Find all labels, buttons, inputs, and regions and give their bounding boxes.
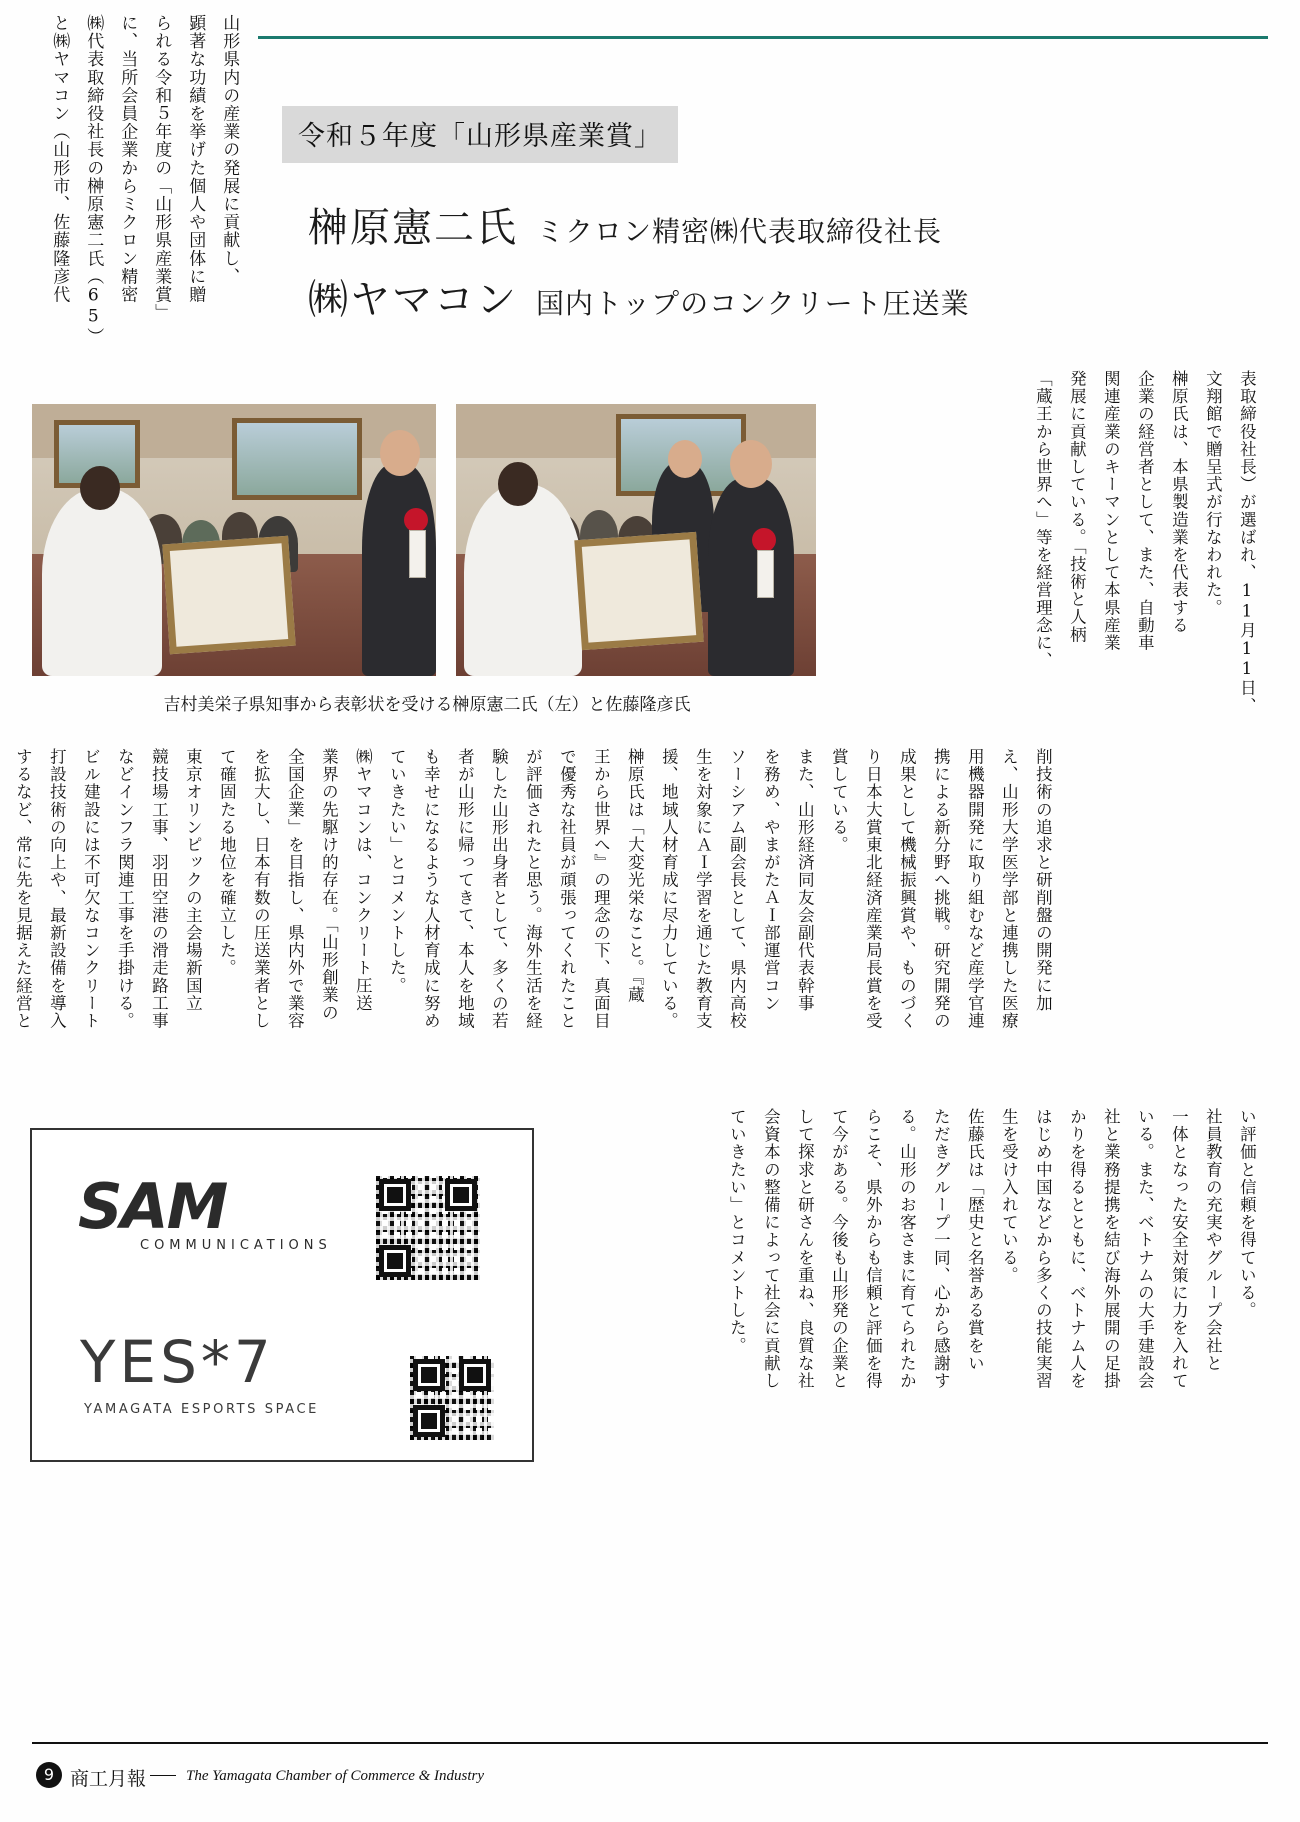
- top-accent-rule: [258, 36, 1268, 39]
- body-column-16: が評価されたと思う。海外生活を経: [523, 748, 543, 1030]
- headline-sub-1: ミクロン精密㈱代表取締役社長: [536, 215, 943, 248]
- qr-finder-icon: [459, 1359, 491, 1391]
- body-column-18: 者が山形に帰ってきて、本人を地域: [455, 748, 475, 1030]
- intro-column-4: られる令和５年度の「山形県産業賞」: [151, 14, 172, 322]
- lower-column-1: い評価と信頼を得ている。: [1237, 1108, 1257, 1320]
- qr-finder-icon: [379, 1245, 411, 1277]
- lower-column-5: 社と業務提携を結び海外展開の足掛: [1101, 1108, 1121, 1390]
- lower-column-9: 佐藤氏は「歴史と名誉ある賞をい: [965, 1108, 985, 1372]
- publication-title-jp: 商工月報: [70, 1768, 147, 1790]
- photo-painting-2: [232, 418, 362, 500]
- body-column-9: を務め、やまがたＡＩ部運営コン: [761, 748, 781, 1012]
- photo-caption: 吉村美栄子県知事から表彰状を受ける榊原憲二氏（左）と佐藤隆彦氏: [163, 695, 691, 715]
- body-column-15: で優秀な社員が頑張ってくれたこと: [557, 748, 577, 1030]
- body-column-25: て確固たる地位を確立した。: [217, 748, 237, 977]
- body-column-20: ていきたい」とコメントした。: [387, 748, 407, 995]
- lower-column-12: らこそ、県外からも信頼と評価を得: [863, 1108, 883, 1390]
- headline-name-1: 榊原憲二氏: [308, 205, 518, 251]
- headline-sub-2: 国内トップのコンクリート圧送業: [536, 287, 970, 320]
- body-column-23: 全国企業」を目指し、県内外で業容: [285, 748, 305, 1030]
- body-column-21: ㈱ヤマコンは、コンクリート圧送: [353, 748, 373, 1012]
- lower-column-14: して探求と研さんを重ね、良質な社: [795, 1108, 815, 1390]
- intro-column-5: 顕著な功績を挙げた個人や団体に贈: [185, 14, 206, 304]
- sam-logo: SAM: [78, 1170, 227, 1243]
- photo-governor-head: [80, 466, 120, 510]
- photo-rosette: [752, 528, 776, 552]
- lower-column-2: 社員教育の充実やグループ会社と: [1203, 1108, 1223, 1372]
- qr-finder-icon: [413, 1359, 445, 1391]
- body-column-7: 賞している。: [829, 748, 849, 854]
- photo-official-head: [668, 440, 702, 478]
- body-column-27: 競技場工事、羽田空港の滑走路工事: [149, 748, 169, 1030]
- yes7-qr-code[interactable]: [410, 1356, 494, 1440]
- right-column-1: 表取締役社長）が選ばれ、11月11日、: [1237, 370, 1257, 715]
- advertisement-box: [30, 1128, 534, 1462]
- headline-name-2: ㈱ヤマコン: [308, 277, 518, 323]
- lower-column-11: る。山形のお客さまに育てられたか: [897, 1108, 917, 1390]
- photo-awardee-head: [380, 430, 420, 476]
- body-column-1: 削技術の追求と研削盤の開発に加: [1033, 748, 1053, 1012]
- body-column-17: 験した山形出身者として、多くの若: [489, 748, 509, 1030]
- photo-awardee-head: [730, 440, 772, 488]
- lower-column-7: はじめ中国などから多くの技能実習: [1033, 1108, 1053, 1390]
- lower-column-6: かりを得るとともに、ベトナム人を: [1067, 1108, 1087, 1390]
- body-column-5: 成果として機械振興賞や、ものづく: [897, 748, 917, 1030]
- body-column-31: するなど、常に先を見据えた経営と: [13, 748, 33, 1030]
- body-column-10: ソーシアム副会長として、県内高校: [727, 748, 747, 1030]
- photo-ribbon: [757, 550, 774, 598]
- qr-finder-icon: [445, 1179, 477, 1211]
- body-column-14: 王から世界へ』の理念の下、真面目: [591, 748, 611, 1030]
- photo-certificate-frame: [574, 532, 703, 650]
- lower-column-13: て今がある。今後も山形発の企業と: [829, 1108, 849, 1390]
- sam-logo-subtitle: COMMUNICATIONS: [140, 1238, 332, 1253]
- photo-certificate-frame: [162, 536, 295, 655]
- body-column-13: 榊原氏は「大変光栄なこと。『蔵: [625, 748, 645, 1004]
- lower-column-15: 会資本の整備によって社会に貢献し: [761, 1108, 781, 1390]
- sam-qr-code[interactable]: [376, 1176, 480, 1280]
- body-column-8: また、山形経済同友会副代表幹事: [795, 748, 815, 1012]
- lower-column-10: ただきグループ一同、心から感謝す: [931, 1108, 951, 1390]
- body-column-2: え、山形大学医学部と連携した医療: [999, 748, 1019, 1030]
- headline-line-1: [308, 196, 942, 253]
- body-column-28: などインフラ関連工事を手掛ける。: [115, 748, 135, 1030]
- right-column-7: 「蔵王から世界へ」等を経営理念に、: [1033, 370, 1053, 670]
- right-column-2: 文翔館で贈呈式が行なわれた。: [1203, 370, 1223, 617]
- body-column-19: も幸せになるような人材育成に努め: [421, 748, 441, 1030]
- yes7-logo: YES*7: [80, 1328, 275, 1396]
- lower-column-4: いる。また、ベトナムの大手建設会: [1135, 1108, 1155, 1390]
- photo-ribbon: [409, 530, 426, 578]
- lower-column-8: 生を受け入れている。: [999, 1108, 1019, 1284]
- award-photo-left: [32, 404, 436, 676]
- intro-column-3: に、当所会員企業からミクロン精密: [117, 14, 138, 304]
- intro-column-6: 山形県内の産業の発展に貢献し、: [219, 14, 240, 286]
- body-column-12: 援、地域人材育成に尽力している。: [659, 748, 679, 1030]
- publication-title-en: The Yamagata Chamber of Commerce & Industry: [186, 1768, 485, 1784]
- lower-column-3: 一体となった安全対策に力を入れて: [1169, 1108, 1189, 1390]
- body-column-29: ビル建設には不可欠なコンクリート: [81, 748, 101, 1030]
- lower-column-16: ていきたい」とコメントした。: [727, 1108, 747, 1355]
- award-banner: 令和５年度「山形県産業賞」: [282, 106, 678, 163]
- body-column-6: り日本大賞東北経済産業局長賞を受: [863, 748, 883, 1030]
- photo-governor-head: [498, 462, 538, 506]
- body-column-3: 用機器開発に取り組むなど産学官連: [965, 748, 985, 1030]
- photo-governor: [42, 488, 162, 676]
- body-column-24: を拡大し、日本有数の圧送業者とし: [251, 748, 271, 1030]
- body-column-4: 携による新分野へ挑戦。研究開発の: [931, 748, 951, 1030]
- body-column-30: 打設技術の向上や、最新設備を導入: [47, 748, 67, 1030]
- yes7-logo-subtitle: YAMAGATA ESPORTS SPACE: [84, 1402, 319, 1417]
- qr-finder-icon: [379, 1179, 411, 1211]
- award-photo-right: [456, 404, 816, 676]
- right-column-3: 榊原氏は、本県製造業を代表する: [1169, 370, 1189, 634]
- right-column-5: 関連産業のキーマンとして本県産業: [1101, 370, 1121, 652]
- footer-dash: [150, 1775, 176, 1776]
- photo-governor: [464, 484, 582, 676]
- footer-rule: [32, 1742, 1268, 1744]
- intro-column-2: ㈱代表取締役社長の榊原憲二氏（65）: [83, 14, 104, 346]
- photo-rosette: [404, 508, 428, 532]
- right-column-6: 発展に貢献している。「技術と人柄: [1067, 370, 1087, 644]
- body-column-22: 業界の先駆け的存在。「山形創業の: [319, 748, 339, 1022]
- qr-finder-icon: [413, 1405, 445, 1437]
- body-column-26: 東京オリンピックの主会場新国立: [183, 748, 203, 1012]
- intro-column-1: と㈱ヤマコン（山形市、佐藤隆彦代: [49, 14, 70, 304]
- right-column-4: 企業の経営者として、また、自動車: [1135, 370, 1155, 652]
- page-number-badge: 9: [36, 1762, 62, 1788]
- body-column-11: 生を対象にＡＩ学習を通じた教育支: [693, 748, 713, 1030]
- photo-awardee: [708, 478, 794, 676]
- headline-line-2: [308, 268, 970, 325]
